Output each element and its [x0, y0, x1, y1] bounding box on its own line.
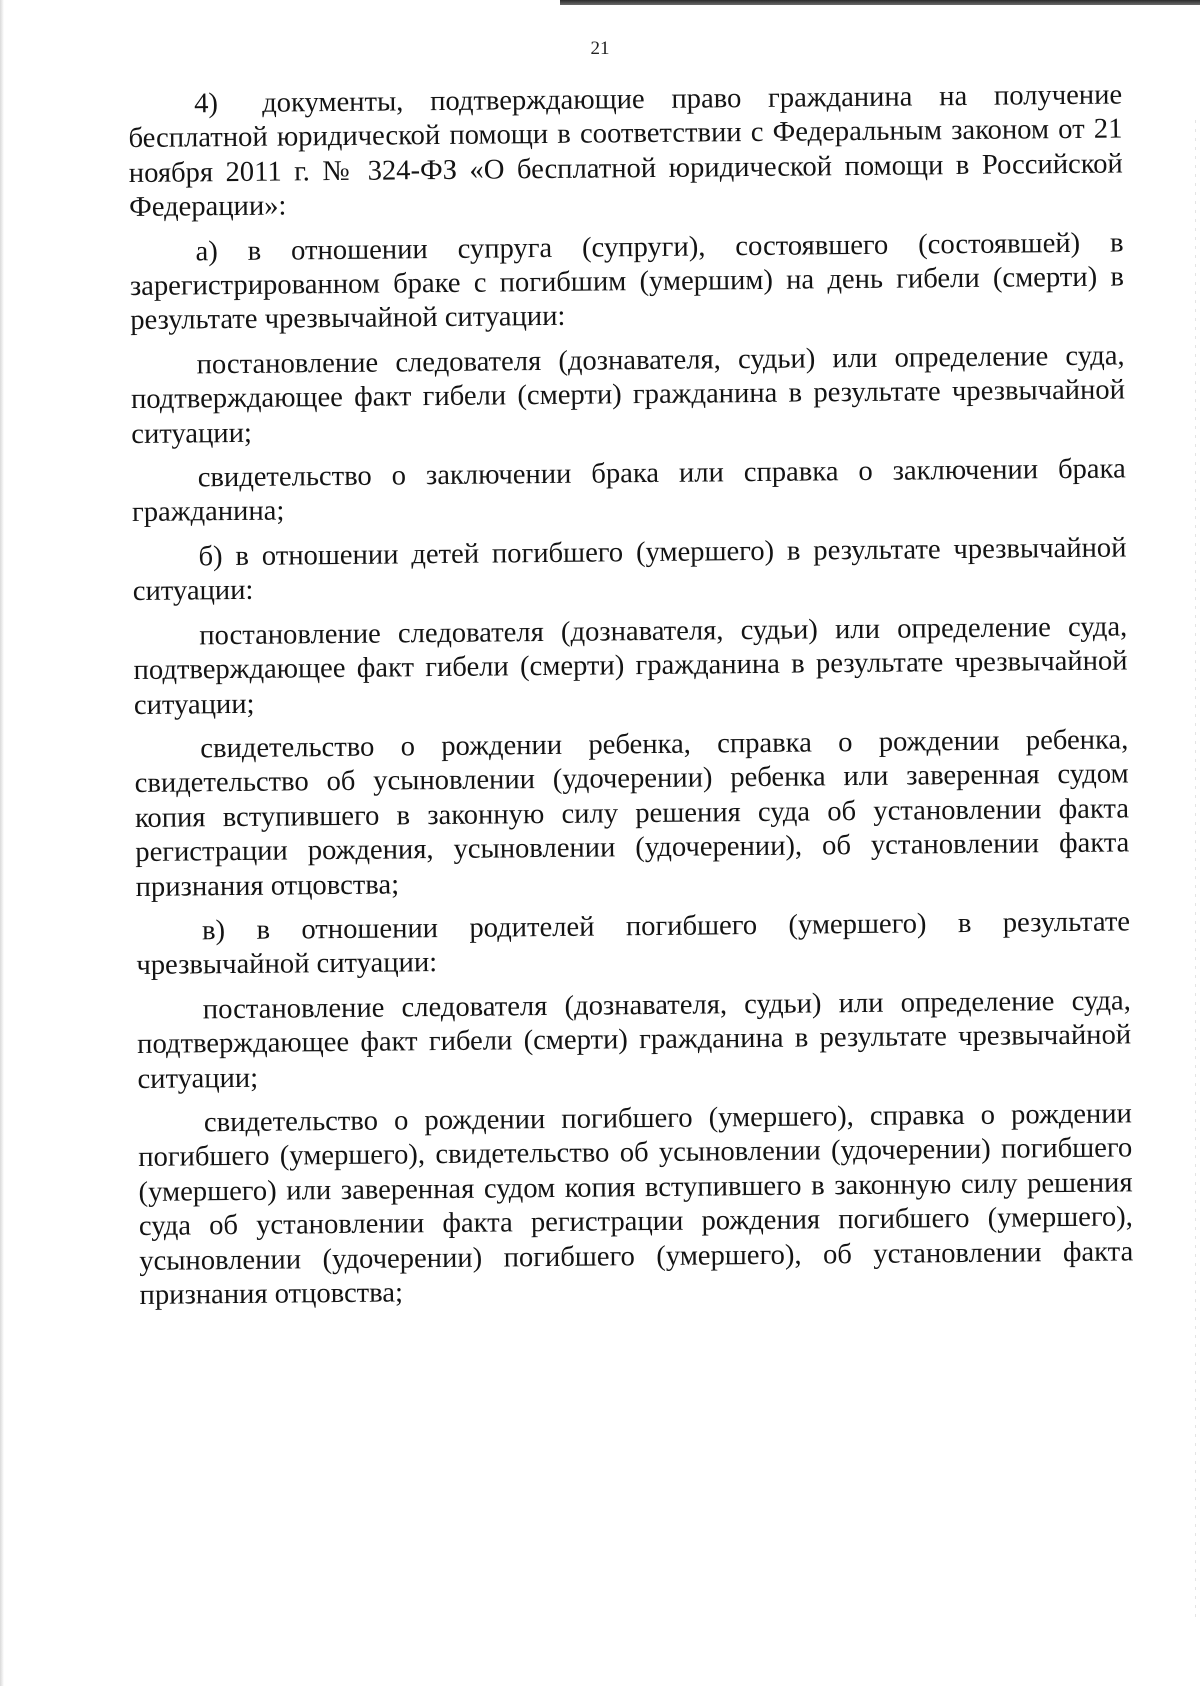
paragraph-resolution: постановление следователя (дознавателя, судьи) или определение суда, подтверждающее факт гибели (смерти) гражданина в результате чрезвычайной ситуации; [133, 611, 1128, 721]
paragraph-resolution: постановление следователя (дознавателя, судьи) или определение суда, подтверждающее факт гибели (смерти) гражданина в результате чрезвычайной ситуации; [130, 340, 1126, 450]
paragraph-deceased-birth-certificate: свидетельство о рождении погибшего (умершего), справка о рождении погибшего (умершего), свидетельство об усыновлении (удочерении) погибшего (умершего) или заверенная судом копия вступившего в законную силу решения суда об установлении факта регистрации рождения погибшего (умершего), усыновлении (удочерении) погибшего (умершего), об установлении факта признания отцовства; [138, 1098, 1134, 1311]
page-number: 21 [590, 38, 610, 59]
paragraph-birth-certificate: свидетельство о рождении ребенка, справка о рождении ребенка, свидетельство об усыновлении (удочерении) ребенка или заверенная судом копия вступившего в законную силу решения суда об установлении факта регистрации рождения, усыновлении (удочерении), об установлении факта признания отцовства; [134, 724, 1130, 903]
paragraph-a-spouse: а) в отношении супруга (супруги), состоявшего (состоявшей) в зарегистрированном браке с погибшим (умершим) на день гибели (смерти) в результате чрезвычайной ситуации: [129, 227, 1125, 337]
paragraph-resolution: постановление следователя (дознавателя, судьи) или определение суда, подтверждающее факт гибели (смерти) гражданина в результате чрезвычайной ситуации; [137, 985, 1132, 1095]
paragraph-b-children: б) в отношении детей погибшего (умершего) в результате чрезвычайной ситуации: [132, 532, 1127, 608]
paragraph-c-parents: в) в отношении родителей погибшего (умершего) в результате чрезвычайной ситуации: [136, 906, 1131, 982]
scan-left-edge [0, 0, 4, 1686]
document-body [128, 78, 1134, 1323]
paragraph-marriage-certificate: свидетельство о заключении брака или справка о заключении брака гражданина; [131, 453, 1126, 529]
scan-top-edge [560, 0, 1200, 5]
item-number: 4) [194, 88, 219, 120]
paragraph-item-4 [128, 78, 1123, 225]
scan-right-edge [1195, 120, 1196, 1620]
paragraph-text: документы, подтверждающие право гражданина на получение бесплатной юридической помощи в соответствии с Федеральным законом от 21 ноября 2011 г. № 324-ФЗ «О бесплатной юридической помощи в Российской Федерации»: [128, 79, 1123, 224]
